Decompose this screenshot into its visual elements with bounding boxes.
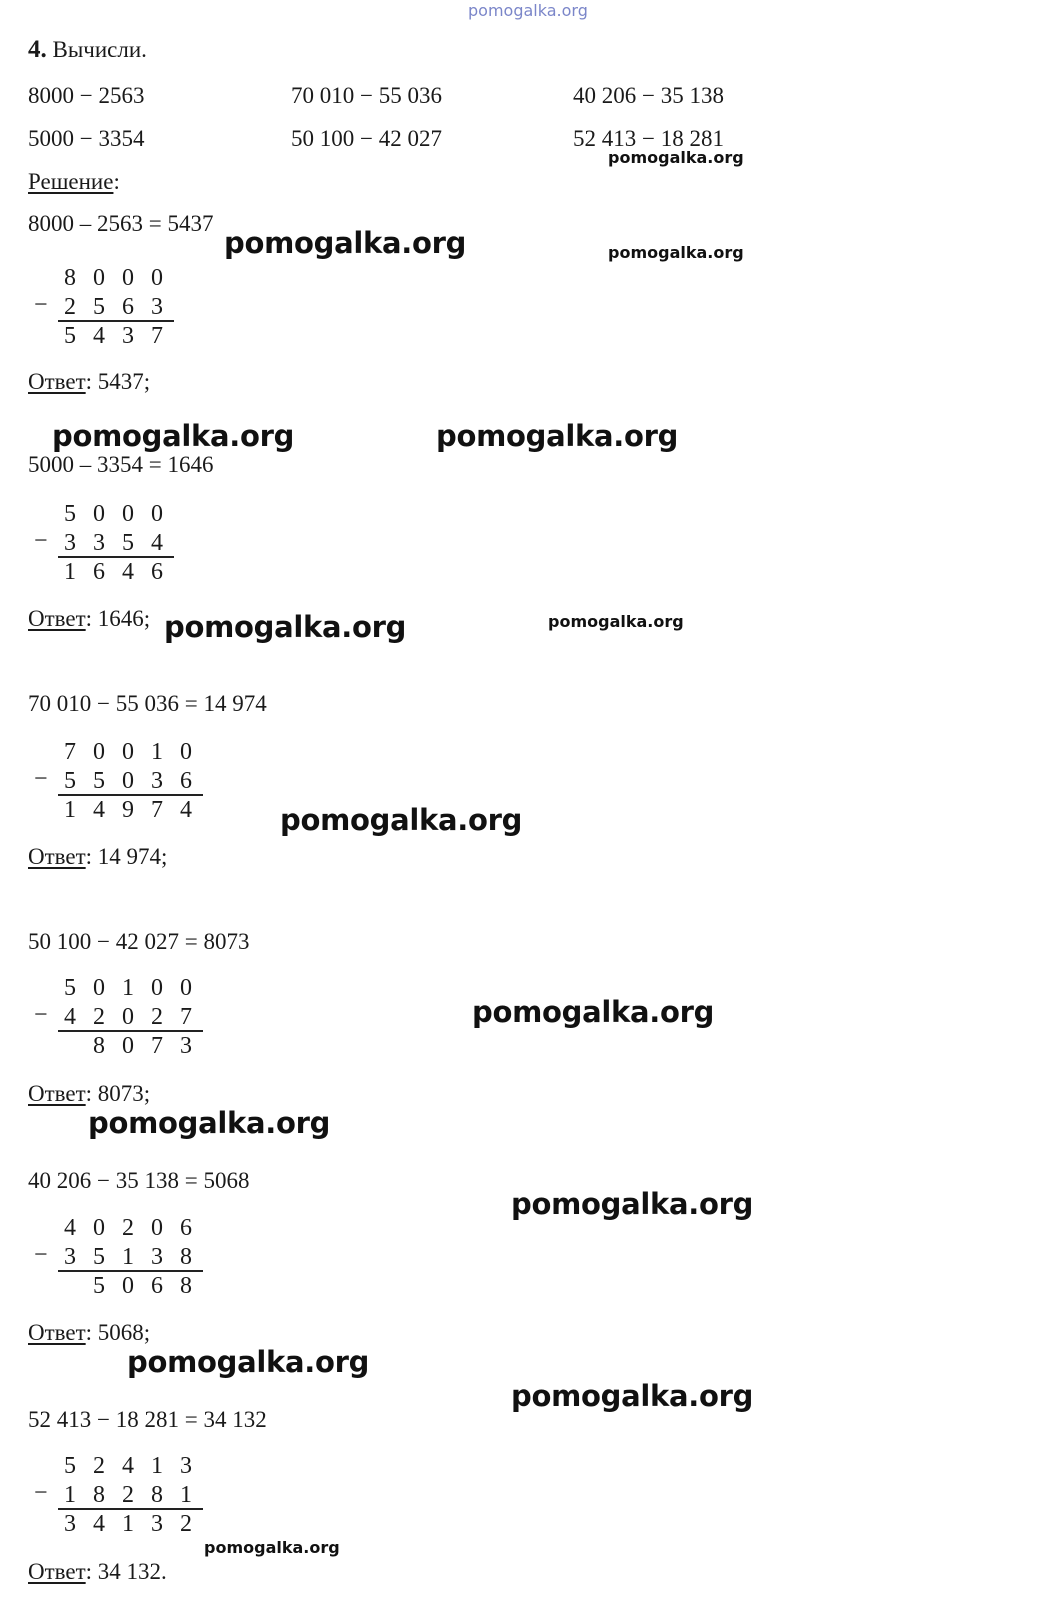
task-number: 4. — [28, 36, 47, 63]
difference-digit: 6 — [151, 559, 163, 585]
answer-2: Ответ: 1646; — [28, 606, 151, 631]
equation-3: 70 010 − 55 036 = 14 974 — [28, 691, 267, 716]
subtrahend-digit: 2 — [151, 1004, 163, 1030]
difference-digit: 3 — [64, 1511, 76, 1537]
minuend-digit: 3 — [180, 1453, 192, 1479]
watermark: pomogalka.org — [280, 803, 523, 837]
minuend-digit: 4 — [122, 1453, 134, 1479]
difference-digit: 1 — [122, 1511, 134, 1537]
minuend-digit: 5 — [64, 501, 76, 527]
minuend-digit: 1 — [151, 1453, 163, 1479]
result-line — [58, 320, 174, 322]
minuend-digit: 2 — [122, 1215, 134, 1241]
minuend-digit: 1 — [151, 739, 163, 765]
minuend-digit: 6 — [180, 1215, 192, 1241]
exercise-1: 8000 − 2563 — [28, 83, 145, 108]
minus-sign: − — [34, 292, 48, 318]
minuend-digit: 8 — [64, 265, 76, 291]
subtrahend-digit: 7 — [180, 1004, 192, 1030]
minuend-digit: 0 — [151, 265, 163, 291]
equation-5: 40 206 − 35 138 = 5068 — [28, 1168, 250, 1193]
watermark: pomogalka.org — [224, 226, 467, 260]
subtrahend-digit: 1 — [122, 1244, 134, 1270]
result-line — [58, 794, 203, 796]
difference-digit: 7 — [151, 323, 163, 349]
watermark: pomogalka.org — [52, 419, 295, 453]
subtrahend-digit: 5 — [93, 768, 105, 794]
subtrahend-digit: 8 — [151, 1482, 163, 1508]
subtrahend-digit: 0 — [122, 768, 134, 794]
subtrahend-digit: 2 — [122, 1482, 134, 1508]
subtrahend-digit: 5 — [93, 1244, 105, 1270]
result-line — [58, 556, 174, 558]
subtrahend-digit: 8 — [180, 1244, 192, 1270]
subtrahend-digit: 1 — [64, 1482, 76, 1508]
minuend-digit: 0 — [151, 1215, 163, 1241]
answer-value: 5437; — [97, 369, 151, 394]
answer-label: Ответ — [28, 369, 86, 394]
minuend-digit: 0 — [151, 975, 163, 1001]
minuend-digit: 0 — [122, 501, 134, 527]
subtrahend-digit: 3 — [64, 530, 76, 556]
difference-digit: 5 — [64, 323, 76, 349]
task-title: Вычисли. — [52, 37, 147, 62]
minuend-digit: 4 — [64, 1215, 76, 1241]
minuend-digit: 1 — [122, 975, 134, 1001]
subtrahend-digit: 4 — [151, 530, 163, 556]
minus-sign: − — [34, 528, 48, 554]
difference-digit: 7 — [151, 1033, 163, 1059]
subtrahend-digit: 2 — [93, 1004, 105, 1030]
exercise-3: 40 206 − 35 138 — [573, 83, 724, 108]
answer-3: Ответ: 14 974; — [28, 844, 168, 869]
difference-digit: 3 — [180, 1033, 192, 1059]
difference-digit: 4 — [180, 797, 192, 823]
minuend-digit: 7 — [64, 739, 76, 765]
difference-digit: 1 — [64, 797, 76, 823]
answer-1: Ответ: 5437; — [28, 369, 151, 394]
answer-value: 1646; — [97, 606, 151, 631]
subtrahend-digit: 0 — [122, 1004, 134, 1030]
equation-6: 52 413 − 18 281 = 34 132 — [28, 1407, 267, 1432]
minuend-digit: 0 — [93, 1215, 105, 1241]
difference-digit: 4 — [93, 797, 105, 823]
difference-digit: 6 — [151, 1273, 163, 1299]
answer-label: Ответ — [28, 1320, 86, 1345]
difference-digit: 0 — [122, 1273, 134, 1299]
difference-digit: 8 — [180, 1273, 192, 1299]
minuend-digit: 2 — [93, 1453, 105, 1479]
answer-value: 8073; — [97, 1081, 151, 1106]
subtrahend-digit: 3 — [151, 1244, 163, 1270]
subtrahend-digit: 5 — [122, 530, 134, 556]
equation-4: 50 100 − 42 027 = 8073 — [28, 929, 250, 954]
difference-digit: 4 — [122, 559, 134, 585]
answer-value: 14 974; — [97, 844, 168, 869]
minuend-digit: 0 — [180, 739, 192, 765]
answer-label: Ответ — [28, 844, 86, 869]
exercise-5: 50 100 − 42 027 — [291, 126, 442, 151]
answer-4: Ответ: 8073; — [28, 1081, 151, 1106]
watermark: pomogalka.org — [436, 419, 679, 453]
subtrahend-digit: 4 — [64, 1004, 76, 1030]
minuend-digit: 0 — [151, 501, 163, 527]
subtrahend-digit: 5 — [93, 294, 105, 320]
minuend-digit: 0 — [93, 739, 105, 765]
difference-digit: 4 — [93, 323, 105, 349]
minus-sign: − — [34, 766, 48, 792]
watermark-top: pomogalka.org — [468, 1, 588, 20]
minuend-digit: 0 — [93, 501, 105, 527]
answer-label: Ответ — [28, 1081, 86, 1106]
minus-sign: − — [34, 1480, 48, 1506]
minuend-digit: 5 — [64, 1453, 76, 1479]
exercise-2: 70 010 − 55 036 — [291, 83, 442, 108]
exercise-4: 5000 − 3354 — [28, 126, 145, 151]
difference-digit: 4 — [93, 1511, 105, 1537]
watermark: pomogalka.org — [511, 1379, 754, 1413]
solution-label-text: Решение — [28, 169, 114, 194]
watermark-small: pomogalka.org — [204, 1538, 340, 1557]
exercise-6: 52 413 − 18 281 — [573, 126, 724, 151]
subtrahend-digit: 3 — [93, 530, 105, 556]
result-line — [58, 1030, 203, 1032]
difference-digit: 3 — [122, 323, 134, 349]
subtrahend-digit: 5 — [64, 768, 76, 794]
equation-1: 8000 – 2563 = 5437 — [28, 211, 214, 236]
answer-value: 5068; — [97, 1320, 151, 1345]
watermark-small: pomogalka.org — [548, 612, 684, 631]
difference-digit: 0 — [122, 1033, 134, 1059]
subtrahend-digit: 6 — [122, 294, 134, 320]
subtrahend-digit: 1 — [180, 1482, 192, 1508]
minuend-digit: 0 — [122, 739, 134, 765]
watermark: pomogalka.org — [88, 1106, 331, 1140]
subtrahend-digit: 6 — [180, 768, 192, 794]
difference-digit: 5 — [93, 1273, 105, 1299]
minuend-digit: 0 — [93, 265, 105, 291]
minuend-digit: 0 — [93, 975, 105, 1001]
answer-5: Ответ: 5068; — [28, 1320, 151, 1345]
watermark: pomogalka.org — [127, 1345, 370, 1379]
watermark: pomogalka.org — [472, 995, 715, 1029]
minus-sign: − — [34, 1002, 48, 1028]
watermark-small: pomogalka.org — [608, 243, 744, 262]
difference-digit: 8 — [93, 1033, 105, 1059]
difference-digit: 2 — [180, 1511, 192, 1537]
answer-label: Ответ — [28, 1559, 86, 1584]
minuend-digit: 0 — [122, 265, 134, 291]
subtrahend-digit: 8 — [93, 1482, 105, 1508]
watermark: pomogalka.org — [164, 610, 407, 644]
answer-6: Ответ: 34 132. — [28, 1559, 167, 1584]
minus-sign: − — [34, 1242, 48, 1268]
watermark-small: pomogalka.org — [608, 148, 744, 167]
difference-digit: 1 — [64, 559, 76, 585]
subtrahend-digit: 2 — [64, 294, 76, 320]
minuend-digit: 5 — [64, 975, 76, 1001]
result-line — [58, 1508, 203, 1510]
difference-digit: 9 — [122, 797, 134, 823]
equation-2: 5000 – 3354 = 1646 — [28, 452, 214, 477]
solution-label: Решение: — [28, 169, 120, 194]
subtrahend-digit: 3 — [151, 768, 163, 794]
subtrahend-digit: 3 — [151, 294, 163, 320]
answer-label: Ответ — [28, 606, 86, 631]
minuend-digit: 0 — [180, 975, 192, 1001]
difference-digit: 6 — [93, 559, 105, 585]
subtrahend-digit: 3 — [64, 1244, 76, 1270]
result-line — [58, 1270, 203, 1272]
difference-digit: 7 — [151, 797, 163, 823]
watermark: pomogalka.org — [511, 1187, 754, 1221]
task-heading — [28, 36, 147, 64]
difference-digit: 3 — [151, 1511, 163, 1537]
answer-value: 34 132. — [97, 1559, 167, 1584]
